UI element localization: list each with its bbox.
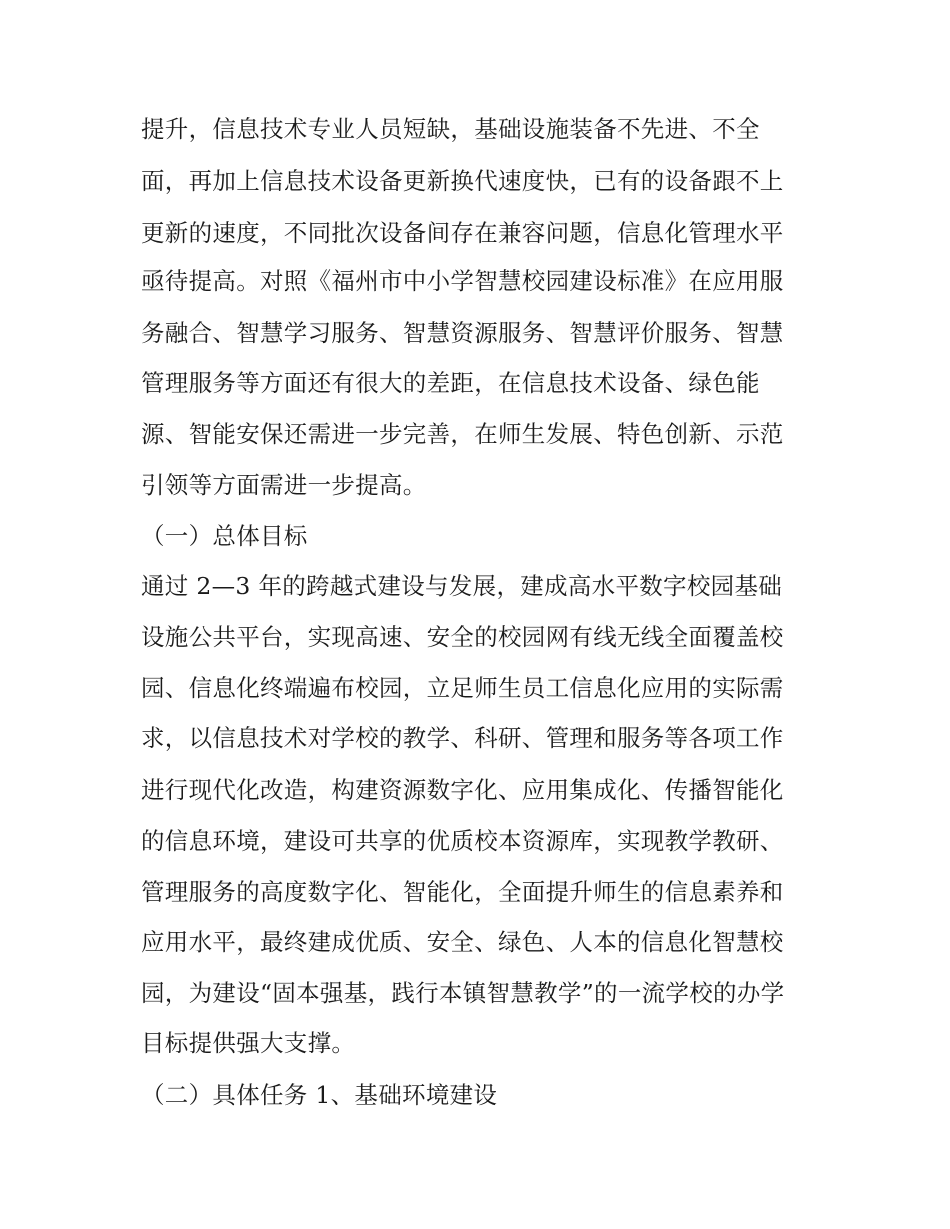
paragraph-line: 通过 2—3 年的跨越式建设与发展，建成高水平数字校园基础 bbox=[141, 572, 783, 600]
paragraph-line: 设施公共平台，实现高速、安全的校园网有线无线全面覆盖校 bbox=[141, 623, 784, 651]
paragraph-line: 源、智能安保还需进一步完善，在师生发展、特色创新、示范 bbox=[141, 420, 784, 448]
paragraph-line: 务融合、智慧学习服务、智慧资源服务、智慧评价服务、智慧 bbox=[141, 319, 784, 347]
paragraph-line: 进行现代化改造，构建资源数字化、应用集成化、传播智能化 bbox=[141, 776, 784, 804]
paragraph-line: 求，以信息技术对学校的教学、科研、管理和服务等各项工作 bbox=[141, 724, 784, 752]
paragraph-line: 亟待提高。对照《福州市中小学智慧校园建设标准》在应用服 bbox=[141, 267, 784, 295]
paragraph-line: 园、信息化终端遍布校园，立足师生员工信息化应用的实际需 bbox=[141, 674, 784, 702]
paragraph-line: 的信息环境，建设可共享的优质校本资源库，实现教学教研、 bbox=[141, 827, 784, 855]
paragraph-line: 管理服务等方面还有很大的差距，在信息技术设备、绿色能 bbox=[141, 369, 760, 397]
paragraph-line: 管理服务的高度数字化、智能化，全面提升师生的信息素养和 bbox=[141, 878, 784, 906]
paragraph-line: 提升，信息技术专业人员短缺，基础设施装备不先进、不全 bbox=[141, 115, 760, 143]
section-heading-overall-goal: （一）总体目标 bbox=[141, 522, 308, 550]
paragraph-line: 更新的速度，不同批次设备间存在兼容问题，信息化管理水平 bbox=[141, 219, 784, 247]
paragraph-line: 引领等方面需进一步提高。 bbox=[141, 471, 427, 499]
section-heading-specific-tasks: （二）具体任务 1、基础环境建设 bbox=[141, 1081, 498, 1109]
paragraph-line: 应用水平，最终建成优质、安全、绿色、人本的信息化智慧校 bbox=[141, 928, 784, 956]
paragraph-line: 面，再加上信息技术设备更新换代速度快，已有的设备跟不上 bbox=[141, 167, 784, 195]
paragraph-line: 园，为建设“固本强基，践行本镇智慧教学”的一流学校的办学 bbox=[141, 979, 785, 1007]
paragraph-line: 目标提供强大支撑。 bbox=[141, 1029, 356, 1057]
